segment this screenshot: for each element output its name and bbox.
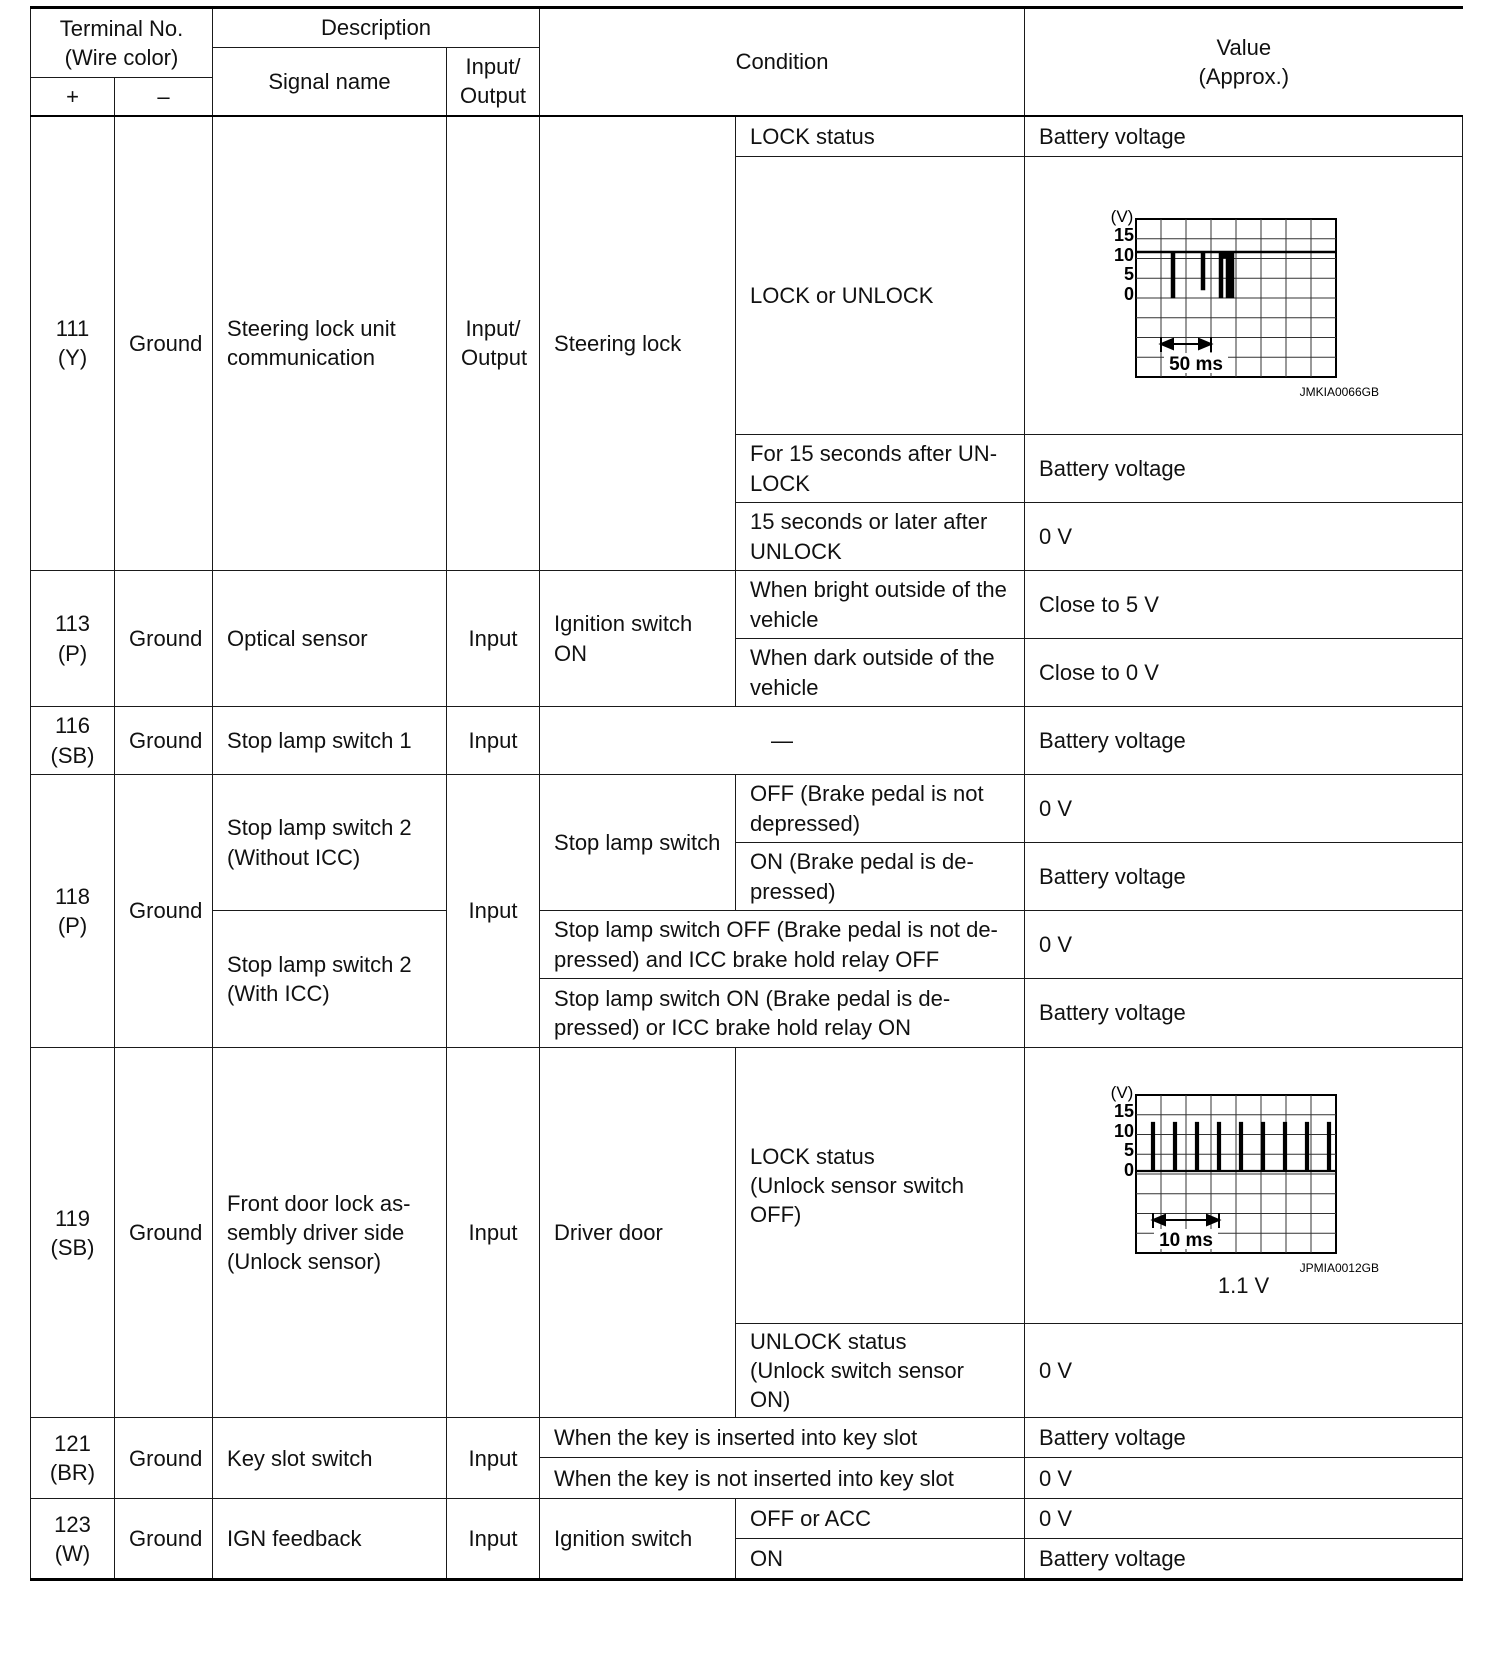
subcondition-118-on: ON (Brake pedal is de- pressed) <box>736 843 1025 911</box>
waveform-111-time-label: 50 ms <box>1168 353 1223 375</box>
subcondition-123-off: OFF or ACC <box>736 1499 1025 1539</box>
signal-116: Stop lamp switch 1 <box>213 707 447 775</box>
signal-111: Steering lock unit communication <box>213 116 447 571</box>
waveform-119-code: JPMIA0012GB <box>1299 1260 1379 1273</box>
io-113: Input <box>447 571 540 707</box>
io-119: Input <box>447 1048 540 1418</box>
header-plus: + <box>31 78 115 116</box>
ground-111: Ground <box>115 116 213 571</box>
subcondition-111-later: 15 seconds or later after UNLOCK <box>736 503 1025 571</box>
value-118-icc-off: 0 V <box>1025 911 1463 979</box>
subcondition-119-unlock: UNLOCK status (Unlock switch sensor ON) <box>736 1324 1025 1418</box>
condition-113: Ignition switch ON <box>540 571 736 707</box>
signal-113: Optical sensor <box>213 571 447 707</box>
header-signal-name: Signal name <box>213 48 447 116</box>
header-minus: – <box>115 78 213 116</box>
waveform-111-tick-10: 10 <box>1113 244 1134 265</box>
header-value: Value (Approx.) <box>1025 8 1463 116</box>
condition-118-stop-lamp: Stop lamp switch <box>540 775 736 911</box>
value-119-lock: 1.1 V <box>1217 1272 1270 1298</box>
io-111: Input/ Output <box>447 116 540 571</box>
value-119-unlock: 0 V <box>1025 1324 1463 1418</box>
value-119-waveform <box>1025 1048 1463 1324</box>
terminal-116: 116 (SB) <box>31 707 115 775</box>
terminal-121: 121 (BR) <box>31 1418 115 1499</box>
waveform-111-tick-15: 15 <box>1113 224 1134 245</box>
subcondition-121-not-inserted: When the key is not inserted into key slot <box>540 1458 1025 1499</box>
io-121: Input <box>447 1418 540 1499</box>
terminal-118: 118 (P) <box>31 775 115 1048</box>
terminal-table-sheet <box>30 6 1462 1581</box>
subcondition-119-lock: LOCK status (Unlock sensor switch OFF) <box>736 1048 1025 1324</box>
subcondition-111-lock-unlock: LOCK or UNLOCK <box>736 157 1025 435</box>
ground-116: Ground <box>115 707 213 775</box>
waveform-119-tick-0: 0 <box>1123 1159 1134 1180</box>
subcondition-111-lock: LOCK status <box>736 116 1025 157</box>
signal-123: IGN feedback <box>213 1499 447 1580</box>
value-118-off: 0 V <box>1025 775 1463 843</box>
value-123-on: Battery voltage <box>1025 1539 1463 1580</box>
waveform-119-tick-10: 10 <box>1113 1120 1134 1141</box>
subcondition-111-after-unlock: For 15 seconds after UN- LOCK <box>736 435 1025 503</box>
subcondition-118-off: OFF (Brake pedal is not depressed) <box>736 775 1025 843</box>
waveform-111-chart <box>1094 197 1394 397</box>
value-116: Battery voltage <box>1025 707 1463 775</box>
waveform-119-unit: (V) <box>1110 1082 1133 1102</box>
value-113-bright: Close to 5 V <box>1025 571 1463 639</box>
header-description: Description <box>213 8 540 48</box>
waveform-119-tick-15: 15 <box>1113 1100 1134 1121</box>
ground-121: Ground <box>115 1418 213 1499</box>
io-116: Input <box>447 707 540 775</box>
terminal-113: 113 (P) <box>31 571 115 707</box>
terminal-111: 111 (Y) <box>31 116 115 571</box>
terminal-123: 123 (W) <box>31 1499 115 1580</box>
header-input-output: Input/ Output <box>447 48 540 116</box>
subcondition-123-on: ON <box>736 1539 1025 1580</box>
ground-119: Ground <box>115 1048 213 1418</box>
io-123: Input <box>447 1499 540 1580</box>
subcondition-118-icc-off: Stop lamp switch OFF (Brake pedal is not de- pressed) and ICC brake hold relay OFF <box>540 911 1025 979</box>
waveform-119-tick-5: 5 <box>1123 1139 1134 1160</box>
terminal-119: 119 (SB) <box>31 1048 115 1418</box>
signal-118-with-icc: Stop lamp switch 2 (With ICC) <box>213 911 447 1048</box>
condition-119: Driver door <box>540 1048 736 1418</box>
value-123-off: 0 V <box>1025 1499 1463 1539</box>
value-121-inserted: Battery voltage <box>1025 1418 1463 1458</box>
subcondition-121-inserted: When the key is inserted into key slot <box>540 1418 1025 1458</box>
value-118-icc-on: Battery voltage <box>1025 979 1463 1048</box>
value-111-waveform <box>1025 157 1463 435</box>
waveform-111-tick-5: 5 <box>1123 263 1134 284</box>
condition-111: Steering lock <box>540 116 736 571</box>
waveform-119-time-label: 10 ms <box>1158 1229 1213 1251</box>
ground-118: Ground <box>115 775 213 1048</box>
subcondition-118-icc-on: Stop lamp switch ON (Brake pedal is de- pressed) or ICC brake hold relay ON <box>540 979 1025 1048</box>
ground-113: Ground <box>115 571 213 707</box>
waveform-111-tick-0: 0 <box>1123 283 1134 304</box>
header-terminal: Terminal No. (Wire color) <box>31 8 213 78</box>
waveform-119-chart <box>1094 1073 1394 1273</box>
header-condition: Condition <box>540 8 1025 116</box>
value-111-later: 0 V <box>1025 503 1463 571</box>
subcondition-113-bright: When bright outside of the vehicle <box>736 571 1025 639</box>
signal-121: Key slot switch <box>213 1418 447 1499</box>
value-111-after-unlock: Battery voltage <box>1025 435 1463 503</box>
ground-123: Ground <box>115 1499 213 1580</box>
waveform-111-code: JMKIA0066GB <box>1299 384 1379 397</box>
signal-118-without-icc: Stop lamp switch 2 (Without ICC) <box>213 775 447 911</box>
io-118: Input <box>447 775 540 1048</box>
condition-123: Ignition switch <box>540 1499 736 1580</box>
value-111-lock: Battery voltage <box>1025 116 1463 157</box>
subcondition-113-dark: When dark outside of the vehicle <box>736 639 1025 707</box>
value-118-on: Battery voltage <box>1025 843 1463 911</box>
value-113-dark: Close to 0 V <box>1025 639 1463 707</box>
value-121-not-inserted: 0 V <box>1025 1458 1463 1499</box>
signal-119: Front door lock as- sembly driver side (Unlock sensor) <box>213 1048 447 1418</box>
condition-116: — <box>540 707 1025 775</box>
waveform-111-unit: (V) <box>1110 206 1133 226</box>
terminal-table <box>30 6 1463 1581</box>
